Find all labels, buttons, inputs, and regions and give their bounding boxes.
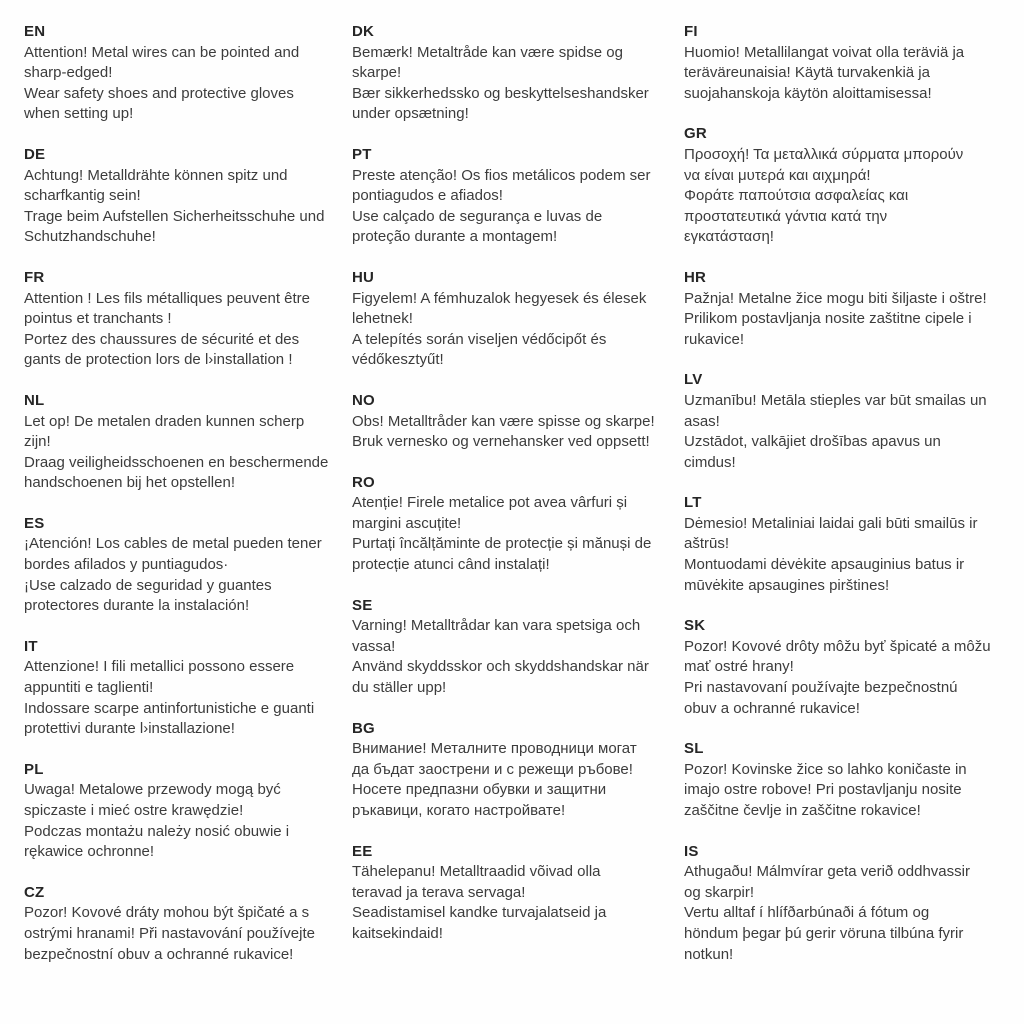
warning-text-line: Attenzione! I fili metallici possono essere [24, 658, 295, 676]
warning-text-line: védőkesztyűt! [352, 351, 444, 369]
warning-text-line: rękawice ochronne! [24, 843, 155, 861]
language-block-gr [684, 124, 1018, 248]
warning-text-line: Attention! Metal wires can be pointed and [24, 43, 300, 61]
warning-text-line: du ställer upp! [352, 679, 447, 697]
warning-text-line: Tähelepanu! Metalltraadid võivad olla [352, 863, 601, 881]
warning-text-line: imajo ostre robove! Pri postavljanju nosite [684, 781, 962, 799]
warning-text-line: ¡Use calzado de seguridad y guantes [24, 576, 272, 594]
warning-text-line: kaitsekindaid! [352, 924, 443, 942]
warning-text-line: lehetnek! [352, 310, 413, 328]
warning-text-line: Προσοχή! Τα μεταλλικά σύρματα μπορούν [684, 145, 964, 163]
language-code-label: CZ [24, 883, 45, 901]
warning-text-line: under opsætning! [352, 105, 469, 123]
language-block-sk [684, 616, 1018, 719]
warning-text-line: Använd skyddsskor och skyddshandskar när [352, 658, 649, 676]
warning-text-line: Bemærk! Metaltråde kan være spidse og [352, 43, 623, 61]
language-code-label: NO [352, 391, 375, 409]
language-code-label: IS [684, 842, 699, 860]
warning-text-line: pontiagudos e afiados! [352, 187, 503, 205]
language-code-label: HR [684, 268, 707, 286]
warning-text-line: Attention ! Les fils métalliques peuvent être [24, 289, 310, 307]
warning-text-line: Uzmanību! Metāla stieples var būt smailas un [684, 391, 987, 409]
warning-text-line: да бъдат заострени и с режещи ръбове! [352, 760, 633, 778]
warning-text-line: Внимание! Металните проводници могат [352, 740, 637, 758]
language-code-label: NL [24, 391, 45, 409]
warning-text-line: appuntiti e taglienti! [24, 679, 154, 697]
warning-text-line: Podczas montażu należy nosić obuwie i [24, 822, 290, 840]
language-code-label: ES [24, 514, 45, 532]
language-code-label: FR [24, 268, 45, 286]
warning-text-line: Portez des chaussures de sécurité et des [24, 330, 300, 348]
warning-text-line: εγκατάσταση! [684, 228, 774, 246]
warning-text-line: mūvėkite apsaugines pirštines! [684, 576, 890, 594]
warning-text-line: Pri nastavovaní používajte bezpečnostnú [684, 679, 958, 697]
warning-text-line: teräväreunaisia! Käytä turvakenkiä ja [684, 64, 930, 82]
warning-text-line: Draag veiligheidsschoenen en beschermende [24, 453, 329, 471]
warning-text-line: aštrūs! [684, 535, 730, 553]
warning-text-line: asas! [684, 412, 720, 430]
warning-text-line: bordes afilados y puntiagudos· [24, 556, 229, 574]
warning-text-line: cimdus! [684, 453, 736, 471]
language-code-label: SE [352, 596, 373, 614]
warning-text-line: Figyelem! A fémhuzalok hegyesek és élesek [352, 289, 647, 307]
warning-text-line: protecție atunci când instalați! [352, 556, 550, 574]
warning-text-line: Pozor! Kovové drôty môžu byť špicaté a môžu [684, 637, 991, 655]
warning-text-line: Achtung! Metalldrähte können spitz und [24, 166, 288, 184]
warning-text-line: Bær sikkerhedssko og beskyttelseshandsker [352, 84, 649, 102]
language-code-label: EE [352, 842, 373, 860]
warning-text-line: zijn! [24, 433, 51, 451]
language-code-label: LT [684, 494, 702, 512]
language-code-label: IT [24, 637, 38, 655]
language-code-label: DK [352, 23, 375, 40]
column-right [684, 22, 1018, 985]
language-code-label: EN [24, 23, 46, 40]
language-code-label: DE [24, 145, 46, 163]
warning-text-line: Atenție! Firele metalice pot avea vârfuri și [352, 494, 628, 512]
column-middle [352, 22, 678, 965]
warning-text-line: notkun! [684, 945, 734, 963]
language-block-dk [352, 22, 678, 125]
warning-text-line: spiczaste i mieć ostre krawędzie! [24, 802, 244, 819]
warning-text-line: Pažnja! Metalne žice mogu biti šiljaste i oštre! [684, 289, 987, 307]
warning-text-line: gants de protection lors de l›installation ! [24, 351, 293, 369]
language-block-ee [352, 842, 678, 945]
language-code-label: PL [24, 760, 44, 778]
language-code-label: SL [684, 740, 704, 758]
warning-text-line: Wear safety shoes and protective gloves [24, 84, 294, 102]
warning-text-line: zaščitne čevlje in zaščitne rokavice! [684, 802, 921, 819]
language-code-label: BG [352, 719, 375, 737]
warning-text-line: Huomio! Metallilangat voivat olla teräviä ja [684, 43, 965, 61]
warning-text-line: ostrými hranami! Při nastavování používejte [24, 924, 315, 942]
language-block-sl [684, 739, 1018, 821]
warning-text-line: pointus et tranchants ! [24, 310, 172, 328]
language-block-is [684, 842, 1018, 966]
warning-text-line: Pozor! Kovové dráty mohou být špičaté a s [24, 904, 310, 922]
warning-text-line: Athugaðu! Málmvírar geta verið oddhvassir [684, 863, 970, 881]
language-block-fi [684, 22, 1018, 104]
language-code-label: PT [352, 145, 372, 163]
warning-text-line: Trage beim Aufstellen Sicherheitsschuhe und [24, 207, 325, 225]
warning-text-line: og skarpir! [684, 883, 755, 901]
warning-text-line: Φοράτε παπούτσια ασφαλείας και [684, 187, 909, 205]
warning-text-line: rukavice! [684, 330, 745, 348]
warning-text-line: Use calçado de segurança e luvas de [352, 207, 603, 225]
column-left [24, 22, 346, 985]
language-block-hr [684, 268, 1018, 350]
warning-text-line: skarpe! [352, 64, 402, 82]
warning-text-line: Schutzhandschuhe! [24, 228, 156, 246]
warning-text-line: ръкавици, когато настройвате! [352, 802, 566, 819]
warning-text-line: Uzstādot, valkājiet drošības apavus un [684, 433, 941, 451]
language-block-pt [352, 145, 678, 248]
warning-text-line: Dėmesio! Metaliniai laidai gali būti smailūs ir [684, 514, 978, 532]
language-block-lv [684, 370, 1018, 473]
language-code-label: HU [352, 268, 375, 286]
warning-text-line: Pozor! Kovinske žice so lahko koničaste in [684, 760, 967, 778]
language-block-nl [24, 391, 346, 494]
warning-text-line: sharp-edged! [24, 64, 113, 82]
language-block-hu [352, 268, 678, 371]
warning-text-line: scharfkantig sein! [24, 187, 141, 205]
warning-text-line: when setting up! [24, 105, 134, 123]
language-code-label: GR [684, 125, 707, 143]
language-code-label: SK [684, 617, 706, 635]
warning-text-line: suojahanskoja käytön aloittamisessa! [684, 84, 932, 102]
warning-text-line: Prilikom postavljanja nosite zaštitne cipele i [684, 310, 972, 328]
language-block-cz [24, 883, 346, 965]
language-code-label: RO [352, 473, 375, 491]
language-block-ro [352, 473, 678, 576]
language-block-en [24, 22, 346, 125]
warning-text-line: Vertu alltaf í hlífðarbúnaði á fótum og [684, 904, 930, 922]
warning-text-line: proteção durante a montagem! [352, 228, 558, 246]
language-block-se [352, 596, 678, 699]
warning-text-line: Seadistamisel kandke turvajalatseid ja [352, 904, 607, 922]
warning-text-line: Obs! Metalltråder kan være spisse og skarpe! [352, 412, 655, 430]
warning-text-line: bezpečnostní obuv a ochranné rukavice! [24, 945, 294, 963]
warning-text-line: Uwaga! Metalowe przewody mogą być [24, 781, 281, 799]
warning-text-line: Indossare scarpe antinfortunistiche e guanti [24, 699, 315, 717]
warning-text-line: Preste atenção! Os fios metálicos podem ser [352, 166, 651, 184]
language-block-no [352, 391, 678, 453]
warning-text-line: προστατευτικά γάντια κατά την [684, 207, 888, 225]
warning-text-line: Montuodami dėvėkite apsauginius batus ir [684, 556, 965, 574]
warning-text-line: protettivi durante l›installazione! [24, 720, 235, 738]
warning-text-line: Bruk vernesko og vernehansker ved oppsett! [352, 433, 650, 451]
language-block-es [24, 514, 346, 617]
warning-text-line: ¡Atención! Los cables de metal pueden tener [24, 535, 322, 553]
language-block-de [24, 145, 346, 248]
warning-text-line: Purtați încălțăminte de protecție și mănuși de [352, 535, 652, 553]
warning-text-line: margini ascuțite! [352, 514, 462, 532]
warning-text-line: höndum þegar þú gerir vöruna tilbúna fyrir [684, 924, 964, 942]
language-block-fr [24, 268, 346, 371]
language-code-label: LV [684, 371, 703, 389]
language-block-lt [684, 493, 1018, 596]
warning-text-line: mať ostré hrany! [684, 658, 794, 676]
warning-text-line: handschoenen bij het opstellen! [24, 474, 235, 492]
warning-text-line: protectores durante la instalación! [24, 597, 250, 615]
warning-text-line: Let op! De metalen draden kunnen scherp [24, 412, 305, 430]
language-block-pl [24, 760, 346, 863]
warning-text-line: teravad ja terava servaga! [352, 883, 526, 901]
language-block-it [24, 637, 346, 740]
warning-text-line: vassa! [352, 637, 396, 655]
warning-text-line: A telepítés során viseljen védőcipőt és [352, 330, 607, 348]
language-code-label: FI [684, 23, 698, 40]
warning-text-line: Носете предпазни обувки и защитни [352, 781, 607, 799]
warning-text-line: Varning! Metalltrådar kan vara spetsiga och [352, 617, 641, 635]
language-block-bg [352, 719, 678, 822]
warning-text-line: obuv a ochranné rukavice! [684, 699, 860, 717]
warning-text-line: να είναι μυτερά και αιχμηρά! [684, 166, 871, 184]
